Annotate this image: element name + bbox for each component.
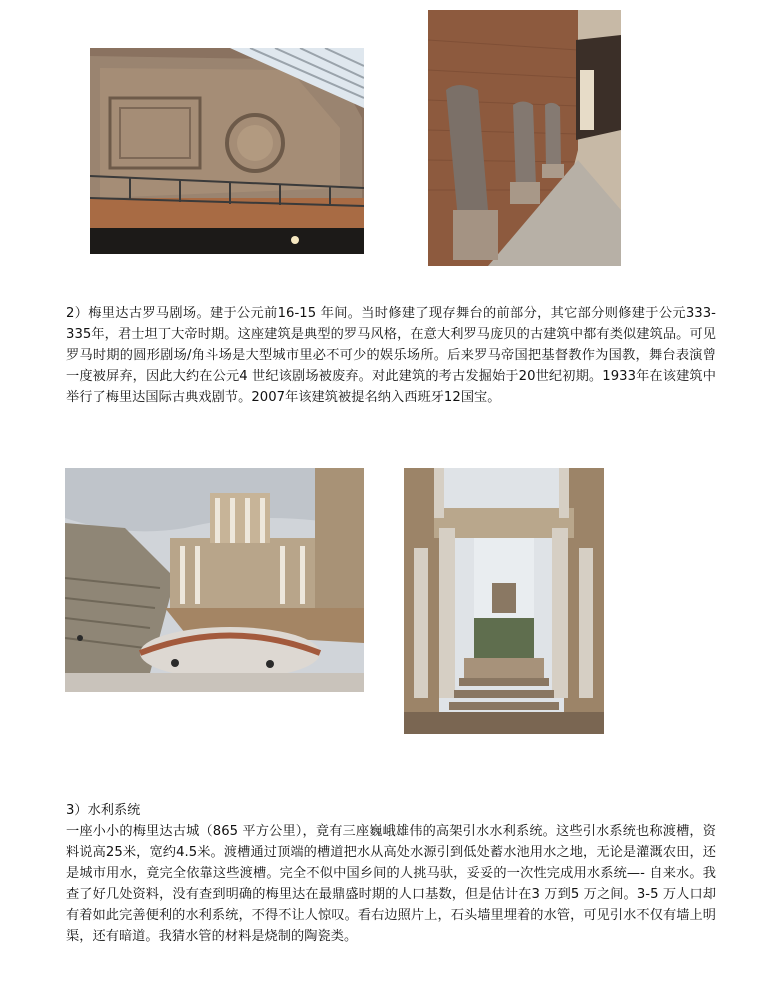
section-2-paragraph: 2）梅里达古罗马剧场。建于公元前16-15 年间。当时修建了现存舞台的前部分，其它部分则修建于公元333-335年，君士坦丁大帝时期。这座建筑是典型的罗马风格，在意大利罗马庞贝的古建筑中都有类似建筑品。可见罗马时期的圆形剧场/角斗场是大型城市里必不可少的娱乐场所。后来罗马帝国把基督教作为国教，舞台表演曾一度被屏弃，因此大约在公元4 世纪该剧场被废弃。对此建筑的考古发掘始于20世纪初期。1933年在该建筑中举行了梅里达国际古典戏剧节。2007年该建筑被提名纳入西班牙12国宝。: [66, 306, 716, 405]
photo-roman-theatre-overview: [65, 468, 364, 692]
section-3-heading: 3）水利系统: [66, 803, 141, 818]
section-3-paragraph: 一座小小的梅里达古城（865 平方公里），竟有三座巍峨雄伟的高架引水水利系统。这些引水系统也称渡槽，资料说高25米，宽约4.5米。渡槽通过顶端的槽道把水从高处水源引到低处蓄水池用水之地，无论是灌溉农田，还是城市用水，竟完全依靠这些渡槽。完全不似中国乡间的人挑马驮，妥妥的一次性完成用水系统—- 自来水。我查了好几处资料，没有查到明确的梅里达在最鼎盛时期的人口基数，但是估计在3 万到5 万之间。3-5 万人口却有着如此完善便利的水利系统，不得不让人惊叹。看右边照片上，石头墙里埋着的水管，可见引水不仅有墙上明渠，还有暗道。我猜水管的材料是烧制的陶瓷类。: [66, 824, 716, 944]
photo-statue-gallery: [428, 10, 621, 266]
photo-roman-theatre-columns: [404, 468, 604, 734]
photo-mosaic-wall: [90, 48, 364, 254]
